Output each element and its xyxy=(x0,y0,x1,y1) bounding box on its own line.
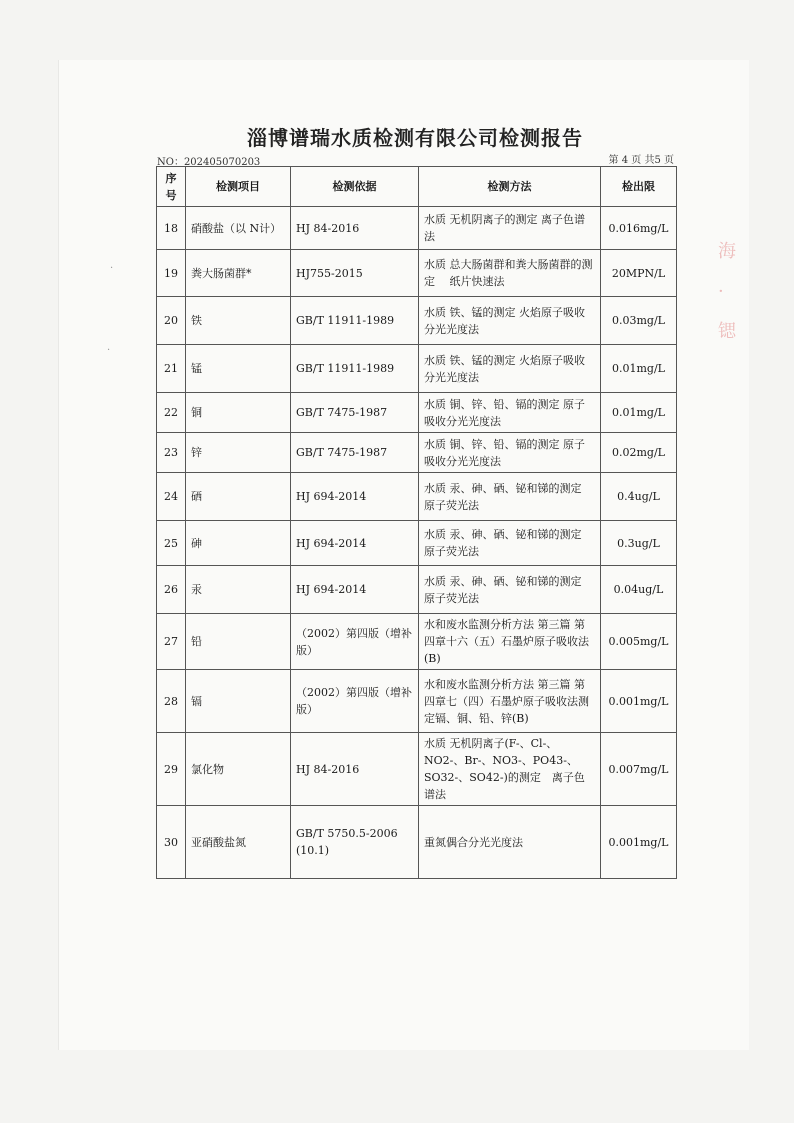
cell-limit: 0.016mg/L xyxy=(601,207,677,250)
cell-method: 水质 无机阴离子(F-、Cl-、NO2-、Br-、NO3-、PO43-、SO32-、SO42-)的测定 离子色谱法 xyxy=(419,733,601,806)
report-title: 淄博谱瑞水质检测有限公司检测报告 xyxy=(247,126,583,150)
table-row xyxy=(157,670,677,733)
cell-method: 水质 汞、砷、硒、铋和锑的测定 原子荧光法 xyxy=(419,521,601,566)
table-row xyxy=(157,806,677,879)
cell-method: 水质 无机阴离子的测定 离子色谱法 xyxy=(419,207,601,250)
cell-no: 25 xyxy=(157,521,186,566)
cell-limit: 0.03mg/L xyxy=(601,297,677,345)
cell-no: 22 xyxy=(157,393,186,433)
table-row xyxy=(157,733,677,806)
cell-limit: 0.02mg/L xyxy=(601,433,677,473)
cell-item: 锰 xyxy=(186,345,291,393)
cell-no: 21 xyxy=(157,345,186,393)
table-row xyxy=(157,521,677,566)
cell-item: 硝酸盐（以 N计） xyxy=(186,207,291,250)
table-row xyxy=(157,345,677,393)
cell-basis: GB/T 7475-1987 xyxy=(291,393,419,433)
cell-no: 24 xyxy=(157,473,186,521)
cell-basis: HJ 694-2014 xyxy=(291,521,419,566)
cell-no: 20 xyxy=(157,297,186,345)
cell-item: 汞 xyxy=(186,566,291,614)
cell-no: 29 xyxy=(157,733,186,806)
cell-method: 重氮偶合分光光度法 xyxy=(419,806,601,879)
cell-limit: 0.4ug/L xyxy=(601,473,677,521)
cell-method: 水和废水监测分析方法 第三篇 第四章十六（五）石墨炉原子吸收法(B) xyxy=(419,614,601,670)
cell-no: 30 xyxy=(157,806,186,879)
cell-basis: HJ755-2015 xyxy=(291,250,419,297)
cell-limit: 0.001mg/L xyxy=(601,670,677,733)
cell-no: 23 xyxy=(157,433,186,473)
cell-item: 硒 xyxy=(186,473,291,521)
cell-item: 铅 xyxy=(186,614,291,670)
cell-no: 26 xyxy=(157,566,186,614)
table-row xyxy=(157,566,677,614)
cell-item: 粪大肠菌群* xyxy=(186,250,291,297)
cell-limit: 0.3ug/L xyxy=(601,521,677,566)
cell-no: 18 xyxy=(157,207,186,250)
cell-basis: GB/T 11911-1989 xyxy=(291,297,419,345)
margin-mark: · xyxy=(110,263,114,274)
table-row xyxy=(157,250,677,297)
cell-item: 铜 xyxy=(186,393,291,433)
cell-basis: GB/T 11911-1989 xyxy=(291,345,419,393)
cell-method: 水质 铁、锰的测定 火焰原子吸收分光光度法 xyxy=(419,297,601,345)
results-table xyxy=(156,166,677,879)
cell-method: 水和废水监测分析方法 第三篇 第四章七（四）石墨炉原子吸收法测定镉、铜、铅、锌(B) xyxy=(419,670,601,733)
cell-item: 亚硝酸盐氮 xyxy=(186,806,291,879)
cell-limit: 0.007mg/L xyxy=(601,733,677,806)
table-row xyxy=(157,207,677,250)
cell-method: 水质 汞、砷、硒、铋和锑的测定 原子荧光法 xyxy=(419,566,601,614)
cell-item: 砷 xyxy=(186,521,291,566)
cell-limit: 0.01mg/L xyxy=(601,345,677,393)
cell-method: 水质 铁、锰的测定 火焰原子吸收分光光度法 xyxy=(419,345,601,393)
cell-no: 19 xyxy=(157,250,186,297)
header-limit: 检出限 xyxy=(601,167,677,207)
cell-method: 水质 铜、锌、铅、镉的测定 原子吸收分光光度法 xyxy=(419,393,601,433)
cell-limit: 0.04ug/L xyxy=(601,566,677,614)
stamp-text: 海 · 锶 xyxy=(718,241,736,342)
stamp-mark xyxy=(718,232,744,352)
table-row xyxy=(157,297,677,345)
margin-mark: · xyxy=(107,345,111,356)
header-item: 检测项目 xyxy=(186,167,291,207)
cell-basis: HJ 84-2016 xyxy=(291,207,419,250)
table-row xyxy=(157,393,677,433)
cell-basis: HJ 84-2016 xyxy=(291,733,419,806)
cell-basis: GB/T 5750.5-2006 (10.1) xyxy=(291,806,419,879)
table-row xyxy=(157,473,677,521)
cell-item: 氯化物 xyxy=(186,733,291,806)
cell-basis: HJ 694-2014 xyxy=(291,566,419,614)
table-row xyxy=(157,433,677,473)
cell-method: 水质 汞、砷、硒、铋和锑的测定 原子荧光法 xyxy=(419,473,601,521)
cell-basis: GB/T 7475-1987 xyxy=(291,433,419,473)
cell-item: 锌 xyxy=(186,433,291,473)
table-header-row xyxy=(157,167,677,207)
header-basis: 检测依据 xyxy=(291,167,419,207)
report-number: NO：202405070203 xyxy=(157,157,261,168)
header-no: 序号 xyxy=(157,167,186,207)
cell-basis: （2002）第四版（增补版） xyxy=(291,614,419,670)
header-method: 检测方法 xyxy=(419,167,601,207)
cell-item: 铁 xyxy=(186,297,291,345)
cell-limit: 0.01mg/L xyxy=(601,393,677,433)
cell-item: 镉 xyxy=(186,670,291,733)
page-indicator: 第 4 页 共5 页 xyxy=(608,155,674,166)
cell-method: 水质 铜、锌、铅、镉的测定 原子吸收分光光度法 xyxy=(419,433,601,473)
cell-limit: 20MPN/L xyxy=(601,250,677,297)
cell-limit: 0.001mg/L xyxy=(601,806,677,879)
cell-no: 27 xyxy=(157,614,186,670)
cell-no: 28 xyxy=(157,670,186,733)
cell-limit: 0.005mg/L xyxy=(601,614,677,670)
cell-basis: （2002）第四版（增补版） xyxy=(291,670,419,733)
cell-method: 水质 总大肠菌群和粪大肠菌群的测定 纸片快速法 xyxy=(419,250,601,297)
cell-basis: HJ 694-2014 xyxy=(291,473,419,521)
table-row xyxy=(157,614,677,670)
